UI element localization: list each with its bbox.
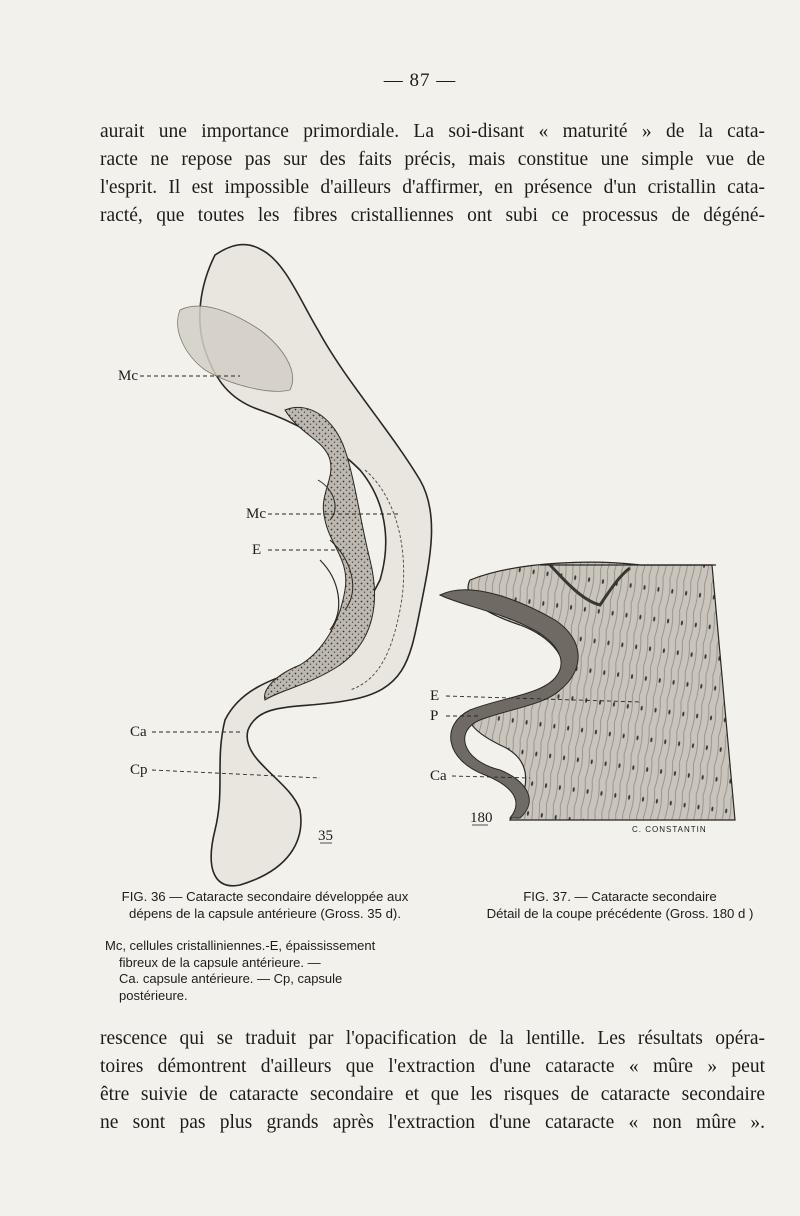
figure-36-drawing bbox=[118, 245, 432, 886]
text-line: l'esprit. Il est impossible d'ailleurs d'affirmer, en présence d'un cristallin cata- bbox=[100, 177, 765, 198]
legend-line: Ca. capsule antérieure. — Cp, capsule bbox=[119, 971, 343, 986]
text-line: rescence qui se traduit par l'opacification de la lentille. Les résultats opéra- bbox=[100, 1028, 765, 1049]
caption-line: Détail de la coupe précédente (Gross. 180 d ) bbox=[486, 906, 754, 921]
label-mc-2: Mc bbox=[246, 506, 266, 522]
text-line: racte ne repose pas sur des faits précis, mais constitue une simple vue de bbox=[100, 149, 765, 170]
scale-37: 180 bbox=[470, 810, 493, 826]
label-cp: Cp bbox=[130, 762, 148, 778]
figure-36-caption bbox=[105, 888, 425, 922]
label-mc-1: Mc bbox=[118, 368, 138, 384]
legend-line: postérieure. bbox=[119, 987, 188, 1003]
caption-line: FIG. 37. — Cataracte secondaire bbox=[523, 889, 717, 904]
bottom-paragraph bbox=[100, 1025, 765, 1137]
caption-line: FIG. 36 — Cataracte secondaire développée aux bbox=[121, 889, 409, 904]
page-number: — 87 — bbox=[383, 70, 457, 91]
figure-36-legend bbox=[105, 938, 395, 1004]
label-ca: Ca bbox=[130, 724, 147, 740]
text-line: toires démontrent d'ailleurs que l'extraction d'une cataracte « mûre » peut bbox=[100, 1056, 765, 1077]
label-e-37: E bbox=[430, 688, 440, 704]
legend-line: Mc, cellules cristalliniennes.-E, épaississement bbox=[105, 938, 376, 953]
illustrator-signature: C. CONSTANTIN bbox=[632, 825, 707, 834]
label-e: E bbox=[252, 542, 262, 558]
text-line: être suivie de cataracte secondaire et que les risques de cataracte secondaire bbox=[100, 1084, 765, 1105]
text-line: racté, que toutes les fibres cristalliennes ont subi ce processus de dégéné- bbox=[100, 205, 765, 226]
caption-line: dépens de la capsule antérieure (Gross. 35 d). bbox=[129, 906, 401, 921]
scale-36: 35 bbox=[318, 828, 333, 844]
label-ca-37: Ca bbox=[430, 768, 447, 784]
text-line: ne sont pas plus grands après l'extraction d'une cataracte « non mûre ». bbox=[100, 1112, 765, 1133]
figure-37-caption bbox=[470, 888, 770, 922]
text-line: aurait une importance primordiale. La soi-disant « maturité » de la cata- bbox=[100, 121, 765, 142]
legend-line: fibreux de la capsule antérieure. — bbox=[119, 954, 321, 970]
figure-37-drawing bbox=[430, 562, 735, 834]
label-p-37: P bbox=[430, 708, 439, 724]
